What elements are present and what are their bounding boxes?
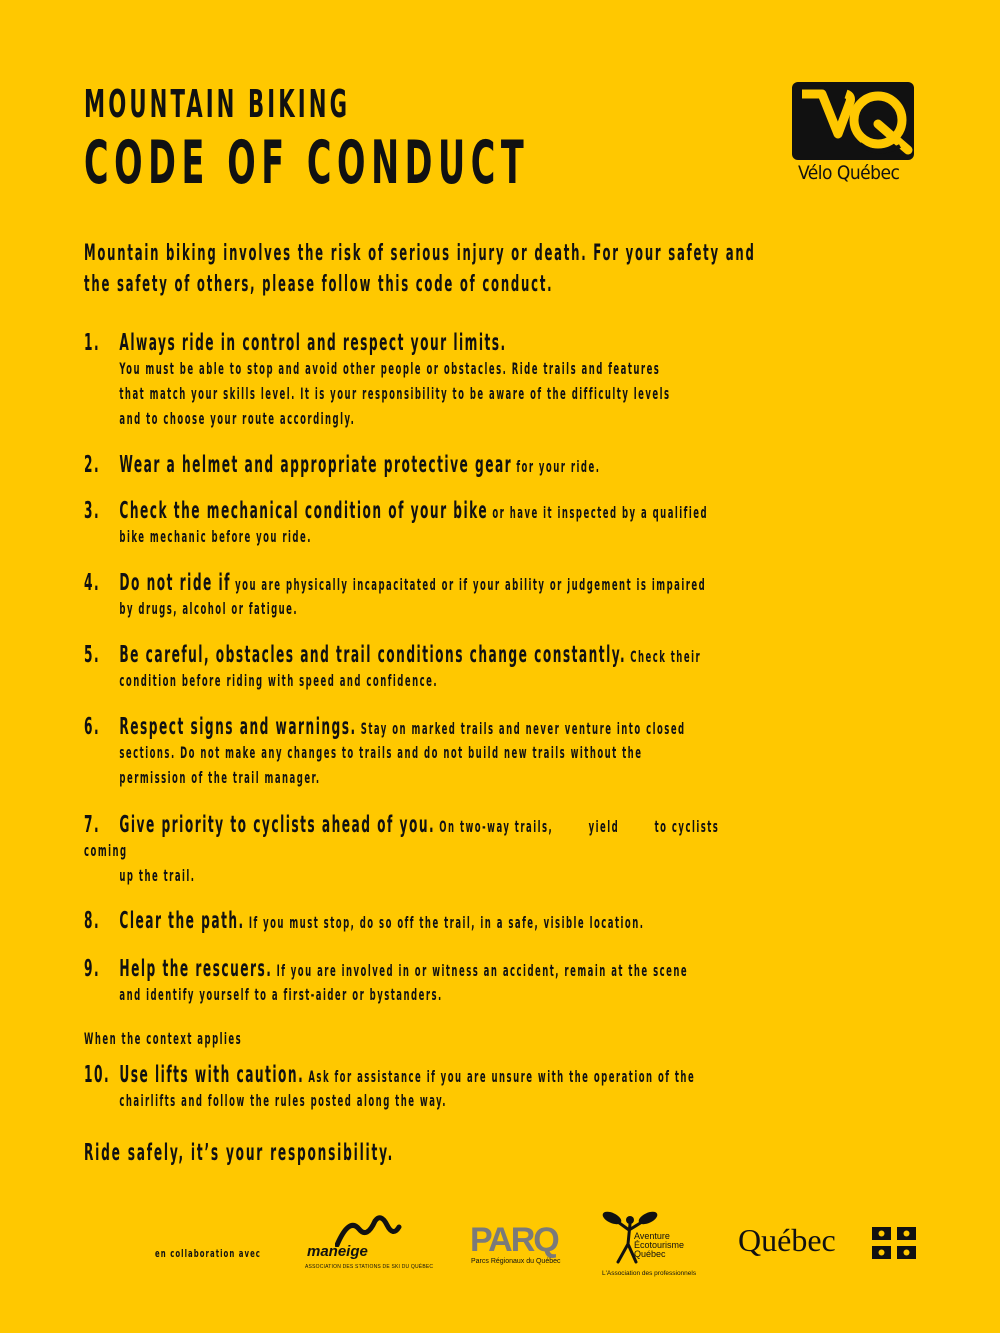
rule-heading: Clear the path. <box>119 908 245 934</box>
quebec-government-logo <box>738 1222 918 1264</box>
context-note: When the context applies <box>84 1029 243 1048</box>
vq-logo-mark-icon <box>792 82 914 160</box>
parq-subtitle: Parcs Régionaux du Québec <box>471 1258 561 1265</box>
rule-number: 2. <box>84 452 101 478</box>
rule-number: 5. <box>84 642 101 668</box>
parq-wordmark: PARQ <box>470 1221 558 1259</box>
collab-label: en collaboration avec <box>155 1247 261 1260</box>
rule-body: Ask for assistance if you are unsure with the operation of the <box>308 1067 696 1086</box>
rule-body: On two-way trails, yield to cyclists <box>439 817 720 836</box>
rule-body: Check their <box>630 647 702 666</box>
rule-6 <box>84 714 910 790</box>
rule-continuation: that match your skills level. It is your responsibility to be aware of the difficulty levels <box>119 384 671 403</box>
intro-line: the safety of others, please follow this code of conduct. <box>84 272 554 297</box>
title-line-1: MOUNTAIN BIKING <box>84 82 351 126</box>
rule-continuation: bike mechanic before you ride. <box>119 527 312 546</box>
intro-paragraph <box>84 238 910 300</box>
aeq-subtitle: L'Association des professionnels <box>602 1270 697 1277</box>
intro-line: Mountain biking involves the risk of serious injury or death. For your safety and <box>84 241 756 266</box>
quebec-flag-icon <box>872 1227 916 1259</box>
rule-number: 6. <box>84 714 101 740</box>
rule-1 <box>84 330 910 431</box>
rule-number: 7. <box>84 812 101 838</box>
rule-number: 1. <box>84 330 101 356</box>
rule-heading: Check the mechanical condition of your bike <box>119 498 489 524</box>
rule-overflow-line: coming <box>84 841 128 860</box>
rule-body: or have it inspected by a qualified <box>492 503 709 522</box>
rule-8 <box>84 908 910 934</box>
parq-logo <box>470 1221 570 1270</box>
rule-number: 8. <box>84 908 101 934</box>
rule-number: 10. <box>84 1062 111 1088</box>
rule-body: If you are involved in or witness an accident, remain at the scene <box>276 961 689 980</box>
maneige-logo <box>305 1215 435 1275</box>
rule-heading: Always ride in control and respect your limits. <box>119 330 507 356</box>
rule-number: 9. <box>84 956 101 982</box>
rule-10 <box>84 1062 910 1113</box>
rule-continuation: and to choose your route accordingly. <box>119 409 356 428</box>
rule-heading: Respect signs and warnings. <box>119 714 357 740</box>
rule-continuation: sections. Do not make any changes to trails and do not build new trails without the <box>119 743 643 762</box>
rule-continuation: and identify yourself to a first-aider or bystanders. <box>119 985 443 1004</box>
rule-9 <box>84 956 910 1007</box>
maneige-subtitle: ASSOCIATION DES STATIONS DE SKI DU QUÉBEC <box>305 1264 434 1270</box>
aventure-ecotourisme-logo <box>600 1208 710 1280</box>
rule-continuation: permission of the trail manager. <box>119 768 321 787</box>
rule-2 <box>84 452 910 478</box>
rule-continuation: by drugs, alcohol or fatigue. <box>119 599 299 618</box>
rule-body: you are physically incapacitated or if your ability or judgement is impaired <box>235 575 707 594</box>
rule-heading: Help the rescuers. <box>119 956 273 982</box>
rule-3 <box>84 498 910 549</box>
rule-heading: Be careful, obstacles and trail conditions change constantly. <box>119 642 627 668</box>
rule-continuation: condition before riding with speed and confidence. <box>119 671 439 690</box>
rule-heading: Give priority to cyclists ahead of you. <box>119 812 436 838</box>
rule-body: for your ride. <box>516 457 601 476</box>
rule-number: 3. <box>84 498 101 524</box>
rule-4 <box>84 570 910 621</box>
rule-heading: Use lifts with caution. <box>119 1062 305 1088</box>
closing-statement: Ride safely, it’s your responsibility. <box>84 1140 394 1166</box>
rule-7 <box>84 812 910 888</box>
rule-number: 4. <box>84 570 101 596</box>
velo-quebec-logo <box>792 82 916 188</box>
quebec-wordmark: Québec <box>738 1222 836 1258</box>
rule-heading: Wear a helmet and appropriate protective gear <box>119 452 513 478</box>
rule-continuation: chairlifts and follow the rules posted along the way. <box>119 1091 447 1110</box>
page-title: CODE OF CONDUCT <box>84 128 530 198</box>
velo-quebec-logo-text: Vélo Québec <box>798 162 900 184</box>
rule-body: If you must stop, do so off the trail, in a safe, visible location. <box>248 913 645 932</box>
maneige-wordmark: maneige <box>307 1243 368 1260</box>
rule-5 <box>84 642 910 693</box>
rule-body: Stay on marked trails and never venture into closed <box>360 719 686 738</box>
rule-continuation: You must be able to stop and avoid other people or obstacles. Ride trails and features <box>119 359 661 378</box>
rule-heading: Do not ride if <box>119 570 231 596</box>
aeq-name: Aventure Écotourisme Québec <box>634 1231 685 1259</box>
rule-continuation: up the trail. <box>119 866 196 885</box>
